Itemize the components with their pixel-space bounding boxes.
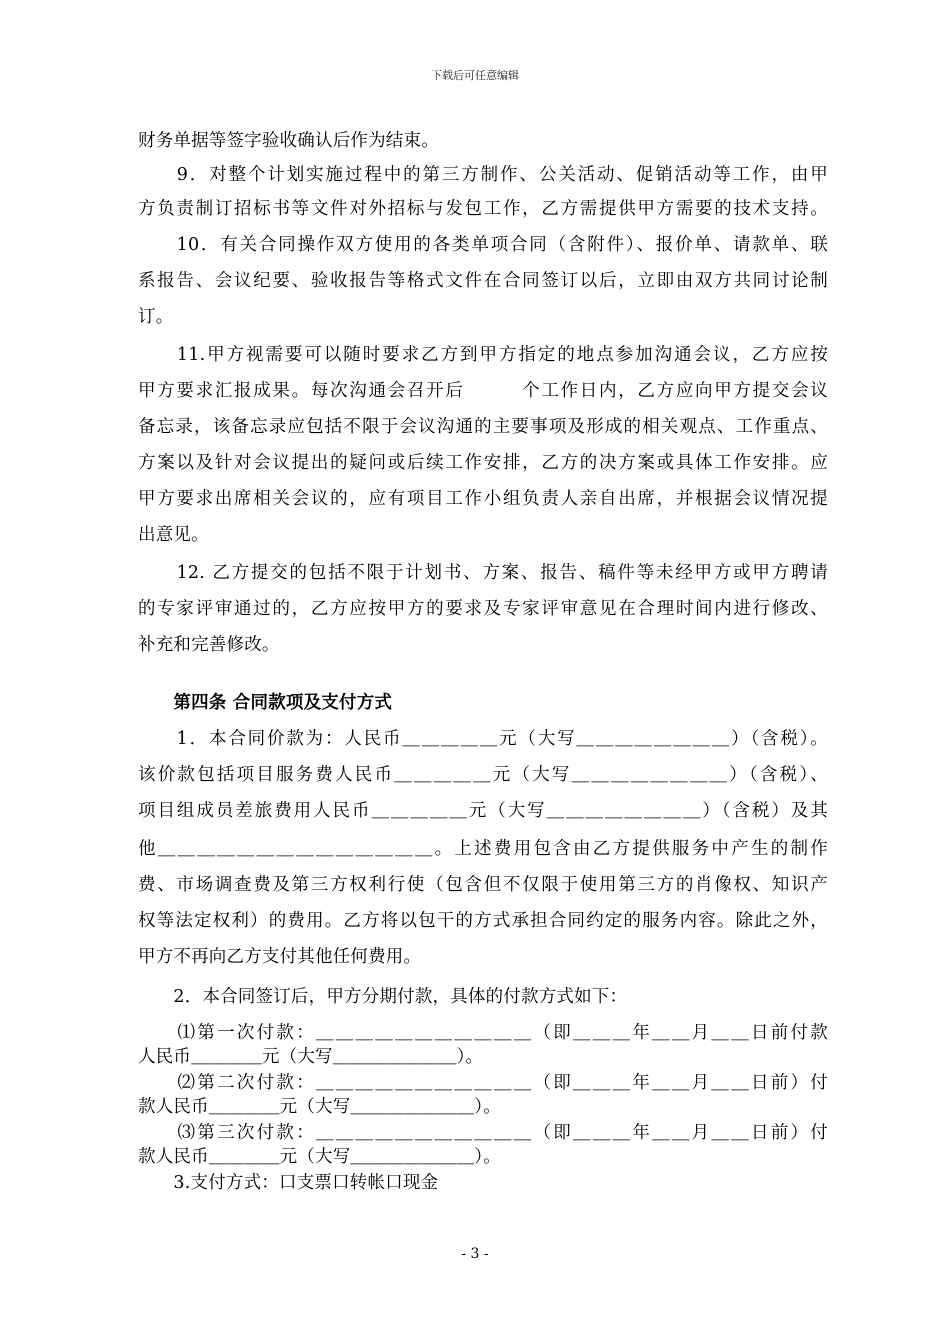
text-line: 甲方要求出席相关会议的，应有项目工作小组负责人亲自出席，并根据会议情况提	[138, 489, 828, 509]
text-line: 甲方不再向乙方支付其他任何费用。	[138, 947, 422, 967]
text-line: 12. 乙方提交的包括不限于计划书、方案、报告、稿件等未经甲方或甲方聘请	[138, 563, 828, 583]
text-line: 2．本合同签订后，甲方分期付款，具体的付款方式如下：	[138, 987, 628, 1007]
payment-line: ⑵第二次付款：＿＿＿＿＿＿＿＿＿＿＿（即＿＿＿年＿＿月＿＿日前）付	[138, 1073, 828, 1093]
payment-line: ⑶第三次付款：＿＿＿＿＿＿＿＿＿＿＿（即＿＿＿年＿＿月＿＿日前）付	[138, 1123, 828, 1143]
payment-line: 款人民币＿＿＿＿元（大写＿＿＿＿＿＿＿）。	[138, 1097, 501, 1117]
text-line: 出意见。	[138, 525, 209, 545]
text-line: 备忘录，该备忘录应包括不限于会议沟通的主要事项及形成的相关观点、工作重点、	[138, 417, 828, 437]
text-line: 权等法定权利）的费用。乙方将以包干的方式承担合同约定的服务内容。除此之外，	[138, 911, 828, 931]
payment-line: 款人民币＿＿＿＿元（大写＿＿＿＿＿＿＿）。	[138, 1147, 501, 1167]
text-line: 1．本合同价款为：人民币＿＿＿＿＿元（大写＿＿＿＿＿＿＿＿）（含税）。	[138, 729, 828, 749]
page-header: 下载后可任意编辑	[431, 69, 519, 82]
text-line: 3.支付方式：口支票口转帐口现金	[138, 1173, 439, 1193]
text-line: 9．对整个计划实施过程中的第三方制作、公关活动、促销活动等工作，由甲	[138, 165, 828, 185]
text-line: 财务单据等签字验收确认后作为结束。	[138, 131, 439, 151]
text-line: 方负责制订招标书等文件对外招标与发包工作，乙方需提供甲方需要的技术支持。	[138, 199, 828, 219]
payment-line: ⑴第一次付款：＿＿＿＿＿＿＿＿＿＿＿（即＿＿＿年＿＿月＿＿日前付款	[138, 1023, 828, 1043]
section-heading: 第四条 合同款项及支付方式	[138, 693, 393, 713]
text-line: 他＿＿＿＿＿＿＿＿＿＿＿＿＿＿。上述费用包含由乙方提供服务中产生的制作	[138, 839, 828, 859]
text-line: 系报告、会议纪要、验收报告等格式文件在合同签订以后，立即由双方共同讨论制	[138, 271, 828, 291]
text-line: 的专家评审通过的，乙方应按甲方的要求及专家评审意见在合理时间内进行修改、	[138, 599, 828, 619]
text-line: 11.甲方视需要可以随时要求乙方到甲方指定的地点参加沟通会议，乙方应按	[138, 345, 828, 365]
text-line: 甲方要求汇报成果。每次沟通会召开后 个工作日内，乙方应向甲方提交会议	[138, 381, 828, 401]
text-line: 订。	[138, 307, 174, 327]
text-line: 费、市场调查费及第三方权利行使（包含但不仅限于使用第三方的肖像权、知识产	[138, 875, 828, 895]
text-line: 项目组成员差旅费用人民币＿＿＿＿＿元（大写＿＿＿＿＿＿＿＿）（含税）及其	[138, 801, 828, 821]
text-line: 补充和完善修改。	[138, 635, 280, 655]
payment-line: 人民币＿＿＿＿元（大写＿＿＿＿＿＿＿）。	[138, 1047, 484, 1067]
text-line: 该价款包括项目服务费人民币＿＿＿＿＿元（大写＿＿＿＿＿＿＿＿）（含税）、	[138, 765, 828, 785]
text-line: 10．有关合同操作双方使用的各类单项合同（含附件）、报价单、请款单、联	[138, 235, 828, 255]
text-line: 方案以及针对会议提出的疑问或后续工作安排，乙方的决方案或具体工作安排。应	[138, 453, 828, 473]
page-number: - 3 -	[461, 1246, 489, 1262]
